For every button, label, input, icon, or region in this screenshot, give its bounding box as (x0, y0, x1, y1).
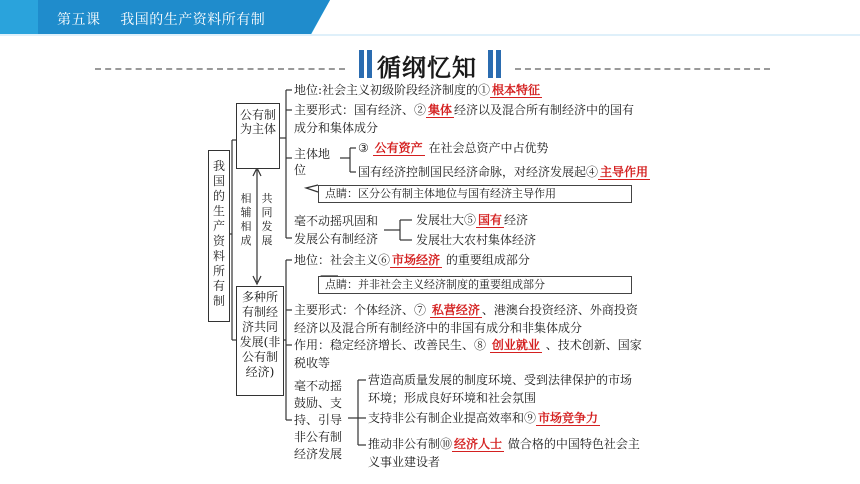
nonpublic-label: 多种所有制经济共同发展(非公有制经济) (239, 290, 281, 379)
connector-right-label: 共同发展 (261, 192, 273, 247)
root-label: 我国的生产资料所有制 (212, 159, 225, 308)
connector-left-label: 相辅相成 (240, 192, 252, 247)
answer-3: 公有资产 (374, 141, 423, 155)
public-forms-text-post: 经济以及混合所有制经济中的国有 (454, 103, 635, 117)
nonpublic-role-text-post: 、技术创新、国家 (545, 338, 642, 352)
support-3 (368, 435, 640, 453)
public-status-label: 主体地位 (294, 147, 331, 177)
nonpublic-node (236, 286, 284, 396)
nonpublic-position (294, 251, 530, 269)
support-3-text: 推动非公有制⑩ (368, 437, 453, 451)
status-2-text: 国有经济控制国民经济命脉，对经济发展起④ (358, 165, 599, 179)
answer-10: 经济人士 (454, 437, 503, 451)
answer-6: 市场经济 (392, 253, 441, 267)
public-position (294, 81, 542, 99)
answer-2: 集体 (428, 103, 453, 117)
nonpublic-role (294, 336, 642, 354)
support-3-text-post: 做合格的中国特色社会主 (507, 437, 640, 451)
nonpublic-role-cont: 税收等 (294, 356, 331, 370)
answer-9: 市场竞争力 (538, 411, 599, 425)
nonpublic-role-text: 作用：稳定经济增长、改善民生、⑧ (294, 338, 487, 352)
public-position-text: 地位:社会主义初级阶段经济制度的① (294, 83, 491, 97)
public-node (236, 103, 280, 169)
nonpublic-forms-text-post: 、港澳台投资经济、外商投资 (481, 303, 638, 317)
answer-8: 创业就业 (491, 338, 540, 352)
answer-7: 私营经济 (431, 303, 480, 317)
public-label: 公有制为主体 (240, 108, 277, 136)
public-tip: 点睛：区分公有制主体地位与国有经济主导作用 (318, 185, 632, 203)
public-forms-cont: 成分和集体成分 (294, 121, 379, 135)
support-1-cont: 环境；形成良好环境和社会氛围 (368, 391, 537, 405)
consolidate-1-text-post: 经济 (504, 213, 529, 227)
support-1: 营造高质量发展的制度环境、受到法律保护的市场 (368, 373, 633, 387)
nonpublic-forms-text: 主要形式：个体经济、⑦ (294, 303, 427, 317)
nonpublic-forms-cont: 经济以及混合所有制经济中的非国有成分和非集体成分 (294, 321, 583, 335)
public-forms (294, 101, 634, 119)
lesson-title: 第五课 我国的生产资料所有制 (57, 12, 266, 28)
nonpublic-forms (294, 301, 638, 319)
public-forms-text: 主要形式：国有经济、② (294, 103, 427, 117)
root-node (208, 150, 230, 322)
answer-5: 国有 (478, 213, 503, 227)
answer-4: 主导作用 (600, 165, 649, 179)
nonpublic-support-label: 毫不动摇鼓励、支持、引导非公有制经济发展 (294, 379, 343, 461)
consolidate-1 (416, 211, 528, 229)
public-status-2 (358, 163, 650, 181)
nonpublic-position-text-post: 的重要组成部分 (445, 253, 530, 267)
support-2-text: 支持非公有制企业提高效率和⑨ (368, 411, 537, 425)
answer-1: 根本特征 (492, 83, 541, 97)
status-1-number: ③ (358, 141, 369, 155)
status-1-text: 在社会总资产中占优势 (428, 141, 549, 155)
consolidate-2: 发展壮大农村集体经济 (416, 233, 537, 247)
section-title: 循纲忆知 (377, 54, 477, 82)
support-3-cont: 义事业建设者 (368, 455, 441, 469)
public-status-1 (358, 139, 548, 157)
nonpublic-tip: 点睛：并非社会主义经济制度的重要组成部分 (318, 276, 632, 294)
nonpublic-position-text: 地位：社会主义⑥ (294, 253, 391, 267)
consolidate-1-text: 发展壮大⑤ (416, 213, 477, 227)
support-2 (368, 409, 600, 427)
public-consolidate-label: 毫不动摇巩固和发展公有制经济 (294, 214, 379, 246)
